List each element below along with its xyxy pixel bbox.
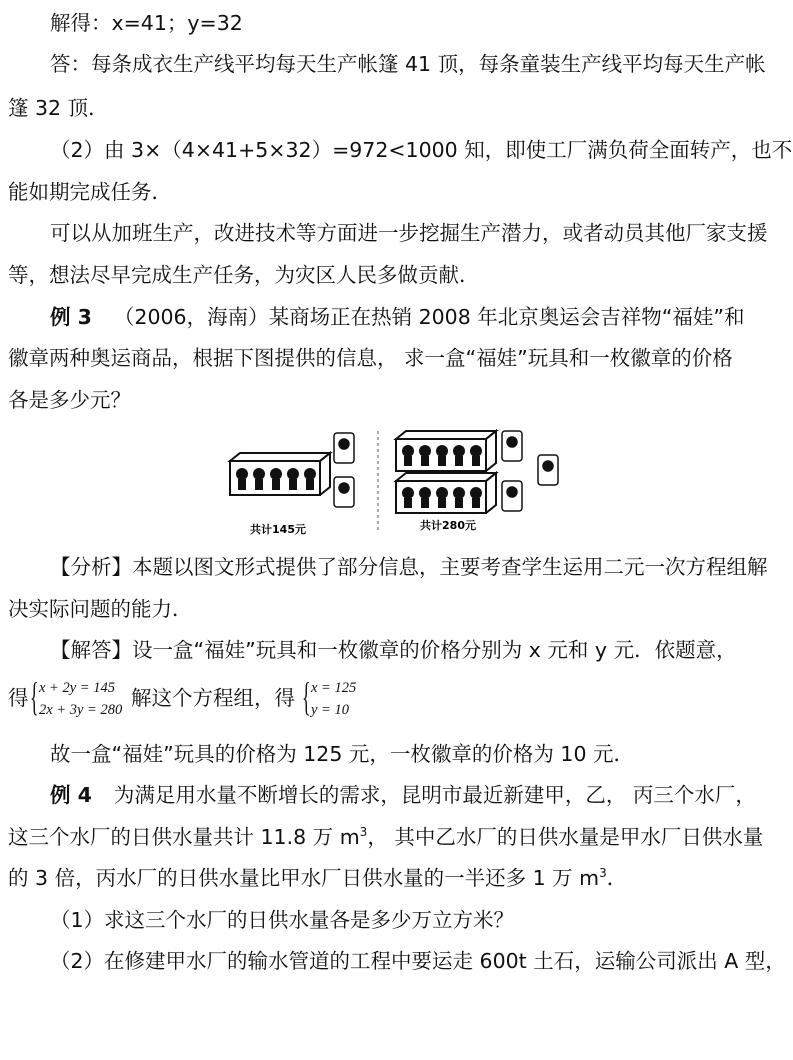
- analysis-line: 【分析】本题以图文形式提供了部分信息，主要考查学生运用二元一次方程组解: [50, 555, 768, 579]
- left-brace-2: {: [302, 674, 311, 719]
- part2-line-cont: 能如期完成任务．: [8, 180, 172, 204]
- example4-line-3a: 的 3 倍，丙水厂的日供水量比甲水厂日供水量的一半还多 1 万 m: [8, 866, 600, 890]
- right-badges: [502, 431, 558, 511]
- example3-line-3: 各是多少元？: [8, 388, 131, 412]
- fuwa-illustration: [226, 425, 574, 540]
- example4-text: 为满足用水量不断增长的需求，昆明市最近新建甲，乙， 丙三个水厂，: [113, 783, 756, 807]
- answer-line: 答：每条成衣生产线平均每天生产帐篷 41 顶，每条童装生产线平均每天生产帐: [50, 52, 766, 76]
- left-badges: [334, 433, 354, 507]
- suggestion-line-cont: 等，想法尽早完成生产任务，为灾区人民多做贡献．: [8, 263, 480, 287]
- example4-line-3: [8, 864, 788, 892]
- fuwa-figure: [226, 425, 574, 540]
- right-fuwa-dolls: [402, 445, 482, 508]
- example4-line-2a: 这三个水厂的日供水量共计 11.8 万 m: [8, 825, 360, 849]
- system2-eq1: x = 125: [311, 680, 357, 696]
- left-fuwa-dolls: [236, 468, 316, 490]
- left-brace-1: {: [30, 674, 39, 719]
- right-price-caption: 共计280元: [420, 519, 476, 532]
- example4-line: [50, 781, 788, 809]
- conclusion-line: 故一盒“福娃”玩具的价格为 125 元，一枚徽章的价格为 10 元．: [50, 742, 635, 766]
- example3-label: 例 3: [50, 305, 92, 329]
- example4-line-2b: ， 其中乙水厂的日供水量是甲水厂日供水量: [367, 825, 764, 849]
- answer-line-cont: 篷 32 顶．: [8, 96, 109, 120]
- example4-q1: （1）求这三个水厂的日供水量各是多少万立方米？: [50, 908, 515, 932]
- system1-eq2: 2x + 3y = 280: [39, 702, 123, 718]
- example3-line: [50, 303, 788, 331]
- solution-intro-line: 【解答】设一盒“福娃”玩具和一枚徽章的价格分别为 x 元和 y 元．依题意，: [50, 638, 737, 662]
- superscript-3: 3: [599, 866, 607, 881]
- example3-text: （2006，海南）某商场正在热销 2008 年北京奥运会吉祥物“福娃”和: [113, 305, 745, 329]
- suggestion-line: 可以从加班生产，改进技术等方面进一步挖掘生产潜力，或者动员其他厂家支援: [50, 221, 768, 245]
- part2-line: （2）由 3×（4×41+5×32）=972<1000 知，即使工厂满负荷全面转产，也不: [50, 138, 793, 162]
- example3-line-2: 徽章两种奥运商品，根据下图提供的信息， 求一盒“福娃”玩具和一枚徽章的价格: [8, 346, 733, 370]
- superscript-3: 3: [359, 825, 368, 840]
- example4-label: 例 4: [50, 783, 92, 807]
- example4-line-2: [8, 823, 788, 851]
- system2-eq2: y = 10: [311, 702, 349, 718]
- de-label: 得: [8, 686, 29, 710]
- example4-line-3b: ．: [606, 866, 628, 890]
- analysis-line-cont: 决实际问题的能力．: [8, 597, 193, 621]
- left-price-caption: 共计145元: [250, 523, 306, 536]
- solve-text: 解这个方程组，得: [131, 686, 295, 710]
- solution-line: 解得：x=41；y=32: [50, 11, 243, 35]
- example4-q2: （2）在修建甲水厂的输水管道的工程中要运走 600t 土石，运输公司派出 A 型，: [50, 949, 786, 973]
- system1-eq1: x + 2y = 145: [39, 680, 115, 696]
